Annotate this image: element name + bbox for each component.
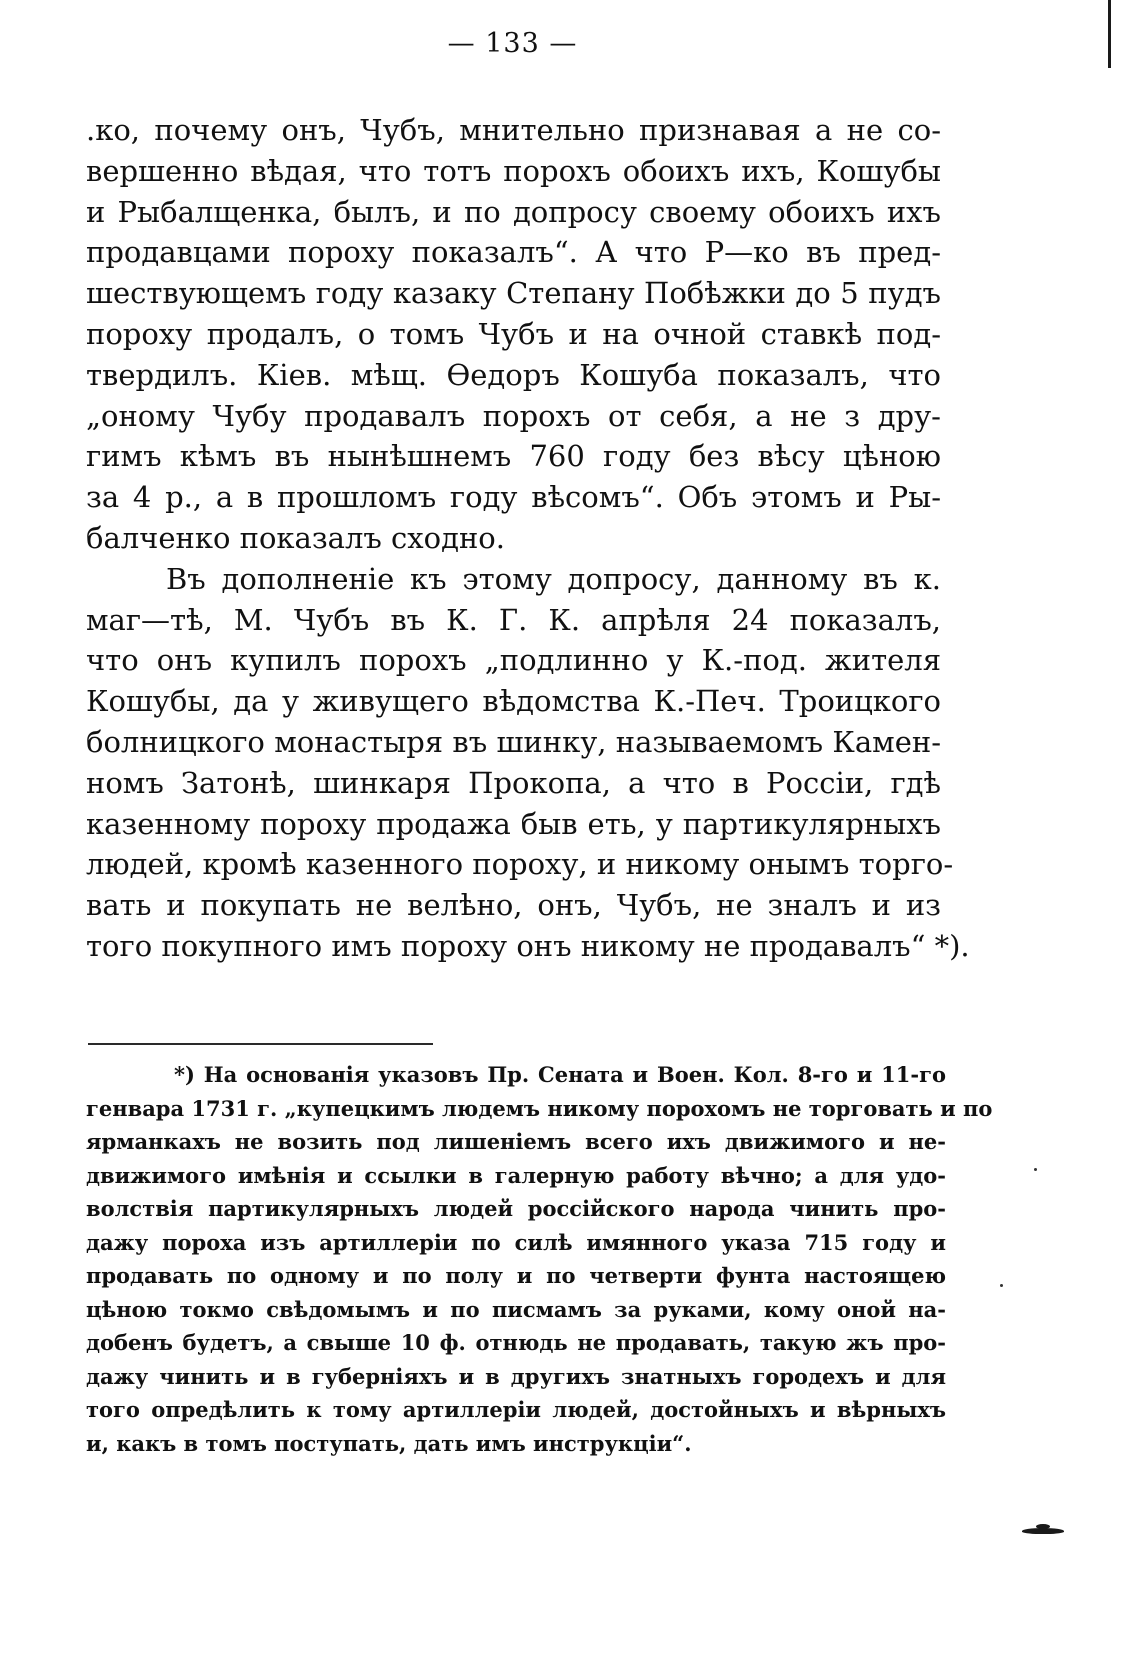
text-line: .ко, почему онъ, Чубъ, мнительно признавая а не со- [86,113,941,147]
text-line: вать и покупать не велѣно, онъ, Чубъ, не зналъ и из [86,888,941,923]
footnote-line: цѣною токмо свѣдомымъ и по писмамъ за руками, кому оной на- [86,1296,946,1322]
footnote-line: дажу чинить и в губерніяхъ и в другихъ знатныхъ городехъ и для [86,1363,946,1389]
footnote-line: того опредѣлить к тому артиллеріи людей, достойныхъ и вѣрныхъ [86,1397,946,1422]
text-line: номъ Затонѣ, шинкаря Прокопа, а что в Россіи, гдѣ [86,765,941,800]
footnote-line: ярманкахъ не возить под лишеніемъ всего ихъ движимого и не- [86,1129,946,1154]
text-line: шествующемъ году казаку Степану Побѣжки до 5 пудъ [86,276,941,311]
footnote-line: дажу пороха изъ артиллеріи по силѣ имянного указа 715 году и [86,1229,946,1255]
footnote-line: и, какъ в томъ поступать, дать имъ инструкціи“. [86,1430,692,1456]
text-line: Кошубы, да у живущего вѣдомства К.-Печ. Троицкого [86,684,941,719]
page-edge-line [1108,0,1111,68]
text-line: гимъ кѣмъ въ нынѣшнемъ 760 году без вѣсу цѣною [86,439,941,474]
main-text [86,110,970,967]
text-line: болницкого монастыря въ шинку, называемомъ Камен- [86,724,941,759]
footnote-separator [88,1043,433,1045]
footnote-line: волствія партикулярныхъ людей россійского народа чинить про- [86,1196,946,1221]
text-line: балченко показалъ сходно. [86,520,505,555]
footnote-line: *) На основанія указовъ Пр. Сената и Воен. Кол. 8-го и 11-го [174,1062,946,1087]
ink-blot-mark [1022,1528,1064,1534]
footnote-line: движимого имѣнія и ссылки в галерную работу вѣчно; а для удо- [86,1162,946,1188]
text-line: продавцами пороху показалъ“. А что Р—ко въ пред- [86,235,941,270]
footnote-line: добенъ будетъ, а свыше 10 ф. отнюдь не продавать, такую жъ про- [86,1330,946,1355]
text-line: маг—тѣ, М. Чубъ въ К. Г. К. апрѣля 24 показалъ, [86,602,941,637]
text-line: и Рыбалщенка, былъ, и по допросу своему обоихъ ихъ [86,194,941,229]
footnote [86,1058,993,1460]
ink-speck [1000,1284,1003,1287]
footnote-line: генвара 1731 г. „купецкимъ людемъ никому порохомъ не торговать и по [86,1095,993,1121]
text-line: того покупного имъ пороху онъ никому не продавалъ“ *). [86,928,970,963]
text-line: людей, кромѣ казенного пороху, и никому онымъ торго- [86,847,954,882]
text-line: что онъ купилъ порохъ „подлинно у К.-под. жителя [86,643,941,678]
text-line: твердилъ. Кіев. мѣщ. Өедоръ Кошуба показалъ, что [86,357,941,392]
ink-speck [1034,1168,1037,1171]
text-line: казенному пороху продажа быв еть, у партикулярныхъ [86,806,941,841]
page-number: — 133 — [447,28,578,59]
footnote-line: продавать по одному и по полу и по четверти фунта настоящею [86,1263,946,1288]
text-line: вершенно вѣдая, что тотъ порохъ обоихъ ихъ, Кошубы [86,153,941,188]
text-line: за 4 р., а в прошломъ году вѣсомъ“. Объ этомъ и Ры- [86,480,941,515]
text-line: „оному Чубу продавалъ порохъ от себя, а не з дру- [86,398,941,433]
text-line: пороху продалъ, о томъ Чубъ и на очной ставкѣ под- [86,316,941,351]
text-line: Въ дополненіе къ этому допросу, данному въ к. [166,561,941,596]
